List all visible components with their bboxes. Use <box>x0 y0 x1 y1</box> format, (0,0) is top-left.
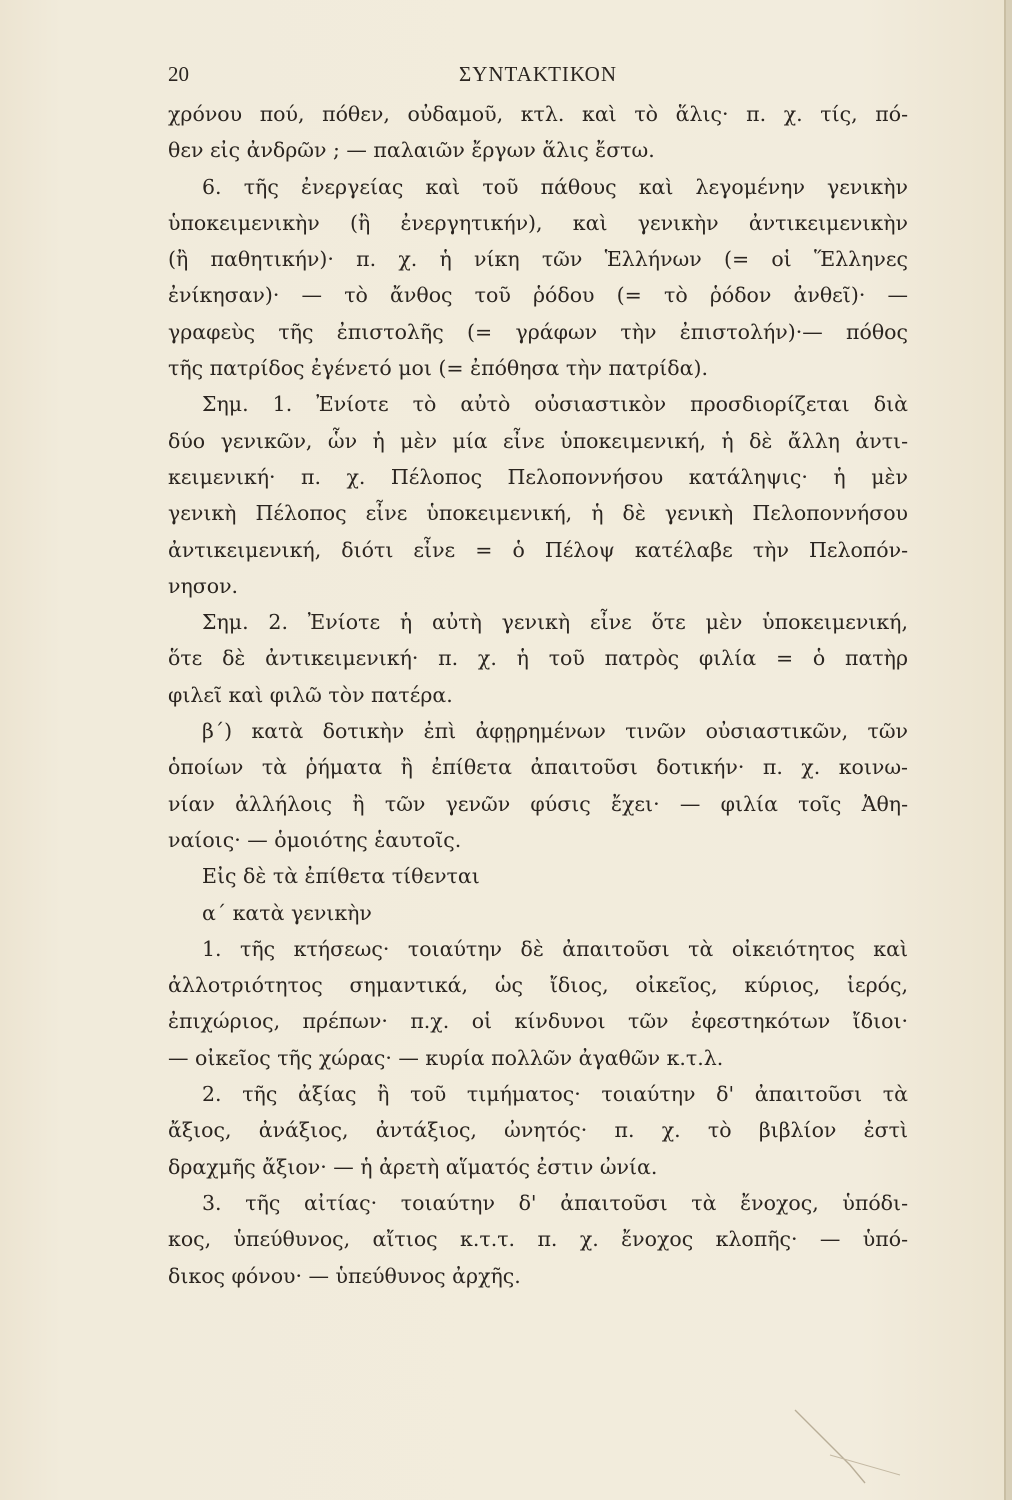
text-line: (ἢ παθητικήν)· π. χ. ἡ νίκη τῶν Ἑλλήνων (= οἱ Ἕλληνες <box>168 247 908 272</box>
running-title: ΣΥΝΤΑΚΤΙΚΟΝ <box>459 62 617 86</box>
text-line: 3. τῆς αἰτίας· τοιαύτην δ' ἀπαιτοῦσι τὰ ἔνοχος, ὑπόδι- <box>202 1190 908 1215</box>
page-edge <box>1006 0 1012 1500</box>
text-line: ἐνίκησαν)· — τὸ ἄνθος τοῦ ῥόδου (= τὸ ῥόδον ἀνθεῖ)· — <box>168 283 908 308</box>
page-edge-line <box>1004 0 1006 1500</box>
text-line: νίαν ἀλλήλοις ἢ τῶν γενῶν φύσις ἔχει· — φιλία τοῖς Ἀθη- <box>168 791 908 816</box>
text-line: Εἰς δὲ τὰ ἐπίθετα τίθενται <box>202 864 480 889</box>
text-line: νησον. <box>168 573 239 598</box>
text-line: θεν εἰς ἀνδρῶν ; — παλαιῶν ἔργων ἅλις ἔστω. <box>168 138 655 163</box>
text-line: χρόνου πού, πόθεν, οὐδαμοῦ, κτλ. καὶ τὸ ἅλις· π. χ. τίς, πό- <box>168 102 908 126</box>
text-line: ἀλλοτριότητος σημαντικά, ὡς ἴδιος, οἰκεῖος, κύριος, ἱερός, <box>168 973 908 998</box>
text-line: δραχμῆς ἄξιον· — ἡ ἀρετὴ αἵματός ἐστιν ὠνία. <box>168 1154 658 1179</box>
pencil-mark <box>790 1405 910 1485</box>
text-line: φιλεῖ καὶ φιλῶ τὸν πατέρα. <box>168 682 453 707</box>
text-line: κος, ὑπεύθυνος, αἴτιος κ.τ.τ. π. χ. ἔνοχος κλοπῆς· — ὑπό- <box>168 1227 908 1252</box>
page-number: 20 <box>168 62 189 86</box>
text-line: ὁποίων τὰ ῥήματα ἢ ἐπίθετα ἀπαιτοῦσι δοτικήν· π. χ. κοινω- <box>168 755 908 780</box>
text-line: κειμενική· π. χ. Πέλοπος Πελοποννήσου κατάληψις· ἡ μὲν <box>168 464 908 489</box>
page-header <box>168 62 908 92</box>
text-line: Σημ. 1. Ἐνίοτε τὸ αὐτὸ οὐσιαστικὸν προσδιορίζεται διὰ <box>202 392 908 417</box>
body-text <box>168 96 908 1294</box>
text-line: α΄ κατὰ γενικὴν <box>202 900 372 925</box>
text-line: Σημ. 2. Ἐνίοτε ἡ αὐτὴ γενικὴ εἶνε ὅτε μὲν ὑποκειμενική, <box>202 610 908 635</box>
text-line: ἐπιχώριος, πρέπων· π.χ. οἱ κίνδυνοι τῶν ἐφεστηκότων ἴδιοι· <box>168 1009 908 1034</box>
text-line: ναίοις· — ὁμοιότης ἑαυτοῖς. <box>168 827 462 852</box>
text-line: 1. τῆς κτήσεως· τοιαύτην δὲ ἀπαιτοῦσι τὰ οἰκειότητος καὶ <box>202 936 908 961</box>
text-line: ἀντικειμενική, διότι εἶνε = ὁ Πέλοψ κατέλαβε τὴν Πελοπόν- <box>168 537 908 562</box>
text-line: τῆς πατρίδος ἐγένετό μοι (= ἐπόθησα τὴν πατρίδα). <box>168 356 708 381</box>
text-line: ὑποκειμενικὴν (ἢ ἐνεργητικήν), καὶ γενικὴν ἀντικειμενικὴν <box>168 210 908 235</box>
text-line: ἄξιος, ἀνάξιος, ἀντάξιος, ὠνητός· π. χ. τὸ βιβλίον ἐστὶ <box>168 1118 908 1143</box>
text-line: 2. τῆς ἀξίας ἢ τοῦ τιμήματος· τοιαύτην δ' ἀπαιτοῦσι τὰ <box>202 1082 908 1107</box>
text-line: ὅτε δὲ ἀντικειμενική· π. χ. ἡ τοῦ πατρὸς φιλία = ὁ πατὴρ <box>168 646 908 671</box>
text-line: δύο γενικῶν, ὧν ἡ μὲν μία εἶνε ὑποκειμενική, ἡ δὲ ἄλλη ἀντι- <box>168 428 908 453</box>
text-line: — οἰκεῖος τῆς χώρας· — κυρία πολλῶν ἀγαθῶν κ.τ.λ. <box>168 1045 724 1070</box>
text-line: β΄) κατὰ δοτικὴν ἐπὶ ἀφῃρημένων τινῶν οὐσιαστικῶν, τῶν <box>202 719 908 744</box>
text-line: δικος φόνου· — ὑπεύθυνος ἀρχῆς. <box>168 1263 521 1288</box>
text-line: γραφεὺς τῆς ἐπιστολῆς (= γράφων τὴν ἐπιστολήν)·— πόθος <box>168 319 908 344</box>
text-line: 6. τῆς ἐνεργείας καὶ τοῦ πάθους καὶ λεγομένην γενικὴν <box>202 174 908 199</box>
text-line: γενικὴ Πέλοπος εἶνε ὑποκειμενική, ἡ δὲ γενικὴ Πελοποννήσου <box>168 501 908 526</box>
